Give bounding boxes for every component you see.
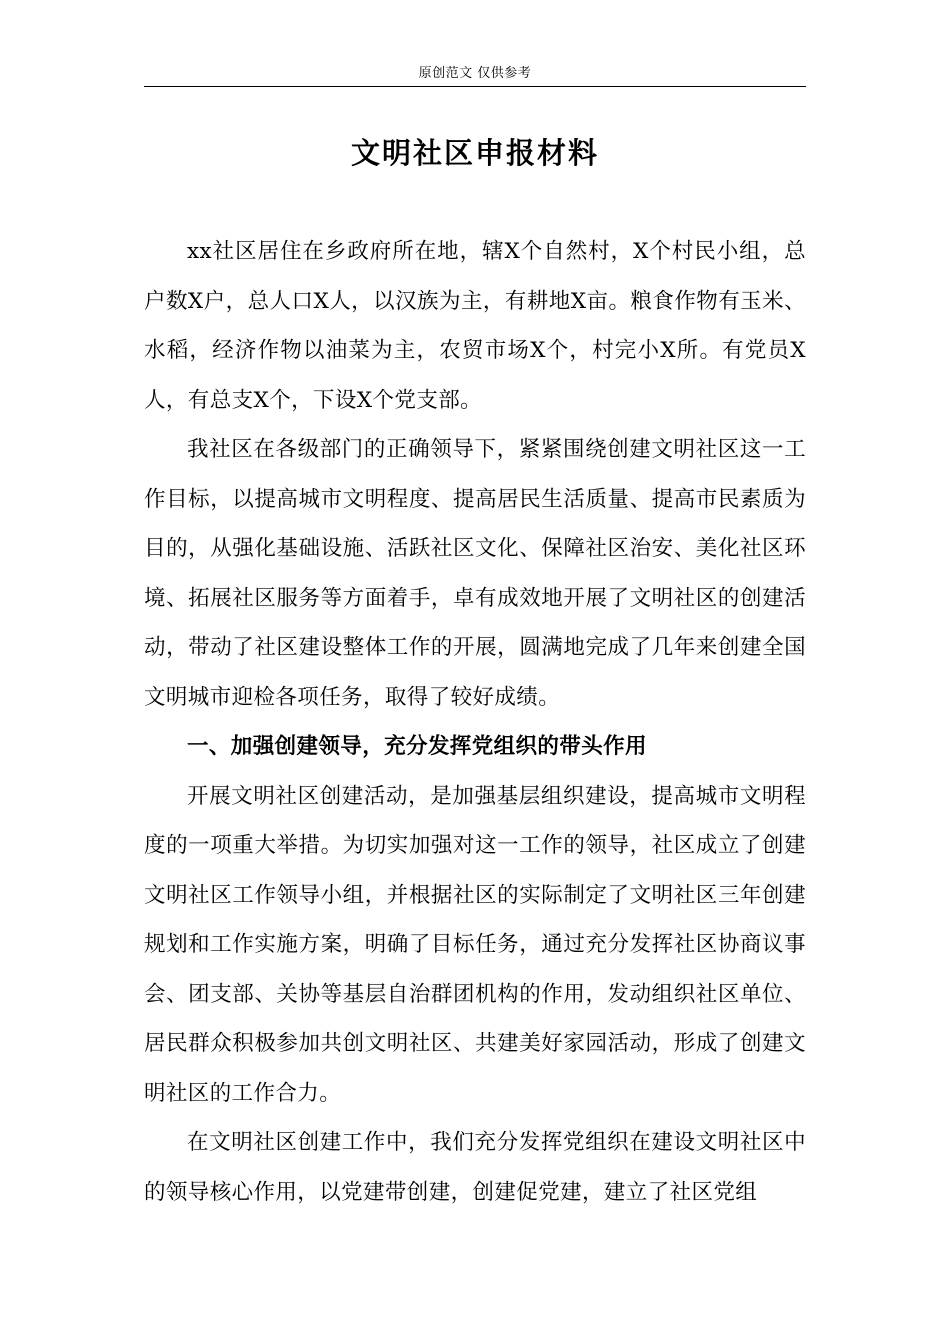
- paragraph-intro: xx社区居住在乡政府所在地，辖X个自然村，X个村民小组，总户数X户，总人口X人，以汉族为主，有耕地X亩。粮食作物有玉米、水稻，经济作物以油菜为主，农贸市场X个，村完小X所。有党员X人，有总支X个，下设X个党支部。: [144, 239, 806, 413]
- document-body: [144, 227, 806, 1217]
- paragraph-section-1-a: 开展文明社区创建活动，是加强基层组织建设，提高城市文明程度的一项重大举措。为切实加强对这一工作的领导，社区成立了创建文明社区工作领导小组，并根据社区的实际制定了文明社区三年创建规划和工作实施方案，明确了目标任务，通过充分发挥社区协商议事会、团支部、关协等基层自治群团机构的作用，发动组织社区单位、居民群众积极参加共创文明社区、共建美好家园活动，形成了创建文明社区的工作合力。: [144, 783, 806, 1106]
- page-header: 原创范文 仅供参考: [418, 66, 532, 81]
- paragraph-overview: 我社区在各级部门的正确领导下，紧紧围绕创建文明社区这一工作目标，以提高城市文明程度、提高居民生活质量、提高市民素质为目的，从强化基础设施、活跃社区文化、保障社区治安、美化社区环境、拓展社区服务等方面着手，卓有成效地开展了文明社区的创建活动，带动了社区建设整体工作的开展，圆满地完成了几年来创建全国文明城市迎检各项任务，取得了较好成绩。: [144, 437, 806, 710]
- paragraph-section-1-b: 在文明社区创建工作中，我们充分发挥党组织在建设文明社区中的领导核心作用，以党建带创建，创建促党建，建立了社区党组: [144, 1130, 806, 1205]
- document-title: 文明社区申报材料: [350, 136, 599, 170]
- section-heading-1: 一、加强创建领导，充分发挥党组织的带头作用: [187, 734, 647, 759]
- header-divider: [144, 86, 806, 87]
